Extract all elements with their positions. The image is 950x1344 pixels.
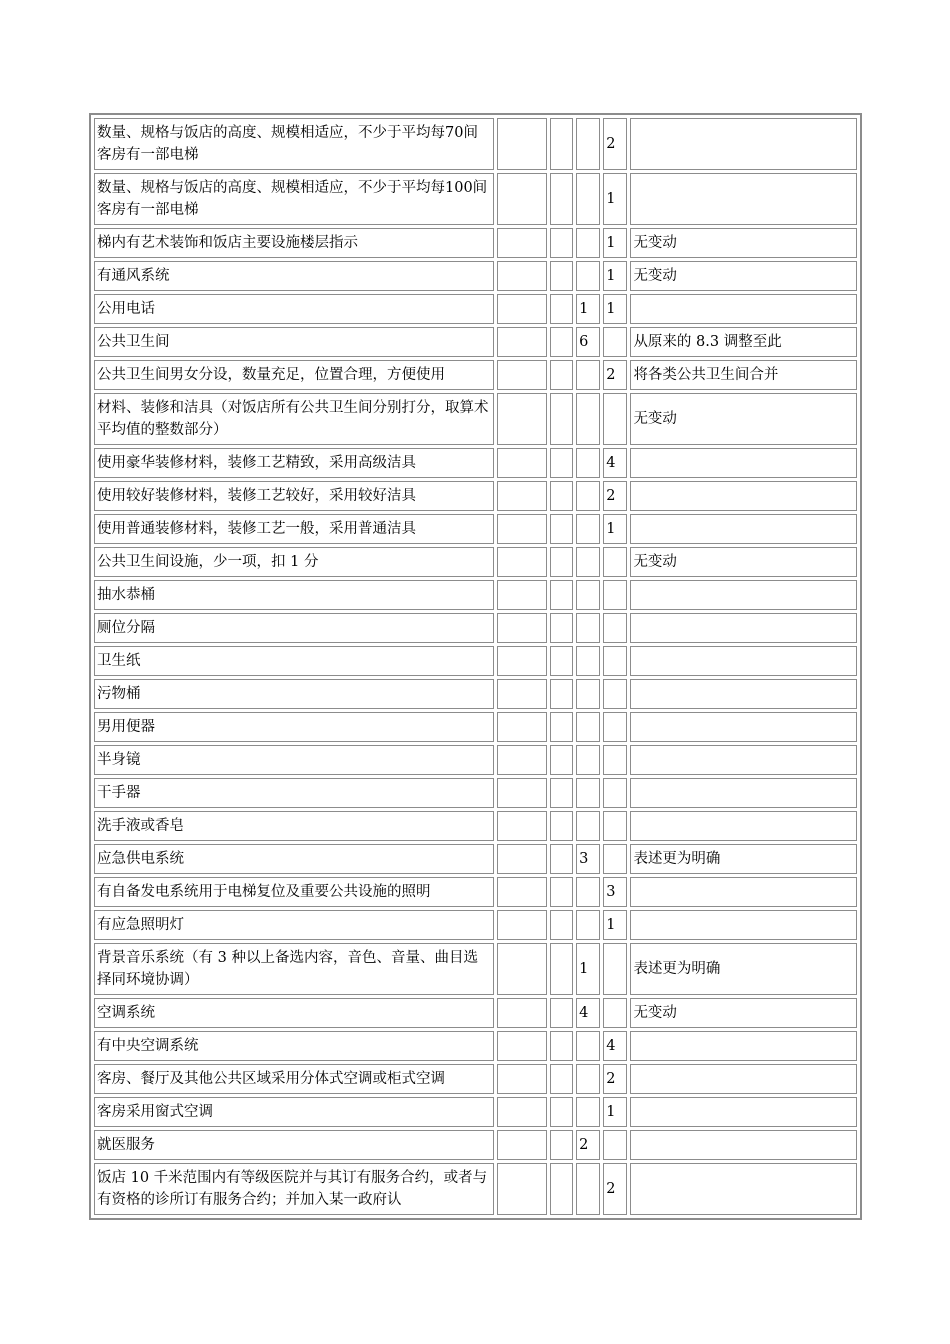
- score-cell-2: [550, 998, 573, 1028]
- table-row: [94, 679, 857, 709]
- note-cell: [630, 580, 857, 610]
- table-row: [94, 998, 857, 1028]
- table-row: [94, 294, 857, 324]
- table-row: [94, 778, 857, 808]
- score-cell-1: [497, 646, 547, 676]
- score-cell-2: [550, 360, 573, 390]
- score-cell-3: [576, 910, 600, 940]
- item-cell: 抽水恭桶: [94, 580, 494, 610]
- score-cell-3: 1: [576, 943, 600, 995]
- score-cell-4: [603, 1130, 627, 1160]
- table-row: [94, 613, 857, 643]
- table-row: [94, 943, 857, 995]
- table-row: [94, 1130, 857, 1160]
- item-cell: 就医服务: [94, 1130, 494, 1160]
- item-cell: 空调系统: [94, 998, 494, 1028]
- score-cell-3: [576, 393, 600, 445]
- table-row: [94, 514, 857, 544]
- score-cell-2: [550, 448, 573, 478]
- item-cell: 公共卫生间设施，少一项，扣 1 分: [94, 547, 494, 577]
- score-cell-4: 2: [603, 118, 627, 170]
- score-cell-1: [497, 613, 547, 643]
- table-row: [94, 173, 857, 225]
- score-cell-1: [497, 943, 547, 995]
- score-cell-2: [550, 393, 573, 445]
- note-cell: [630, 294, 857, 324]
- table-row: [94, 877, 857, 907]
- score-cell-4: 2: [603, 481, 627, 511]
- note-cell: [630, 613, 857, 643]
- score-cell-2: [550, 679, 573, 709]
- score-cell-1: [497, 261, 547, 291]
- score-cell-3: [576, 448, 600, 478]
- score-cell-3: [576, 646, 600, 676]
- score-cell-1: [497, 448, 547, 478]
- score-cell-2: [550, 547, 573, 577]
- note-cell: [630, 712, 857, 742]
- item-cell: 应急供电系统: [94, 844, 494, 874]
- item-cell: 材料、装修和洁具（对饭店所有公共卫生间分别打分，取算术平均值的整数部分）: [94, 393, 494, 445]
- score-cell-2: [550, 294, 573, 324]
- score-cell-2: [550, 613, 573, 643]
- table-row: [94, 910, 857, 940]
- score-cell-2: [550, 1097, 573, 1127]
- score-cell-1: [497, 1163, 547, 1215]
- score-cell-1: [497, 1130, 547, 1160]
- note-cell: [630, 1130, 857, 1160]
- item-cell: 公共卫生间男女分设，数量充足，位置合理，方便使用: [94, 360, 494, 390]
- score-cell-3: [576, 679, 600, 709]
- score-cell-3: [576, 745, 600, 775]
- table-row: [94, 481, 857, 511]
- score-cell-3: 1: [576, 294, 600, 324]
- score-cell-3: [576, 1031, 600, 1061]
- score-cell-2: [550, 1130, 573, 1160]
- score-cell-4: 3: [603, 877, 627, 907]
- score-cell-4: [603, 998, 627, 1028]
- score-cell-4: 1: [603, 173, 627, 225]
- score-cell-2: [550, 745, 573, 775]
- score-cell-1: [497, 228, 547, 258]
- table-row: [94, 360, 857, 390]
- score-cell-2: [550, 481, 573, 511]
- score-cell-4: [603, 712, 627, 742]
- note-cell: [630, 745, 857, 775]
- table-row: [94, 811, 857, 841]
- score-cell-4: [603, 778, 627, 808]
- table-row: [94, 448, 857, 478]
- score-cell-1: [497, 393, 547, 445]
- score-cell-2: [550, 778, 573, 808]
- score-cell-3: [576, 514, 600, 544]
- table-row: [94, 580, 857, 610]
- item-cell: 数量、规格与饭店的高度、规模相适应，不少于平均每70间客房有一部电梯: [94, 118, 494, 170]
- score-cell-3: [576, 118, 600, 170]
- item-cell: 背景音乐系统（有 3 种以上备选内容，音色、音量、曲目选择同环境协调）: [94, 943, 494, 995]
- score-cell-1: [497, 360, 547, 390]
- item-cell: 客房采用窗式空调: [94, 1097, 494, 1127]
- score-cell-3: [576, 481, 600, 511]
- score-cell-1: [497, 910, 547, 940]
- score-cell-3: 3: [576, 844, 600, 874]
- note-cell: [630, 481, 857, 511]
- score-cell-3: 6: [576, 327, 600, 357]
- score-cell-4: [603, 580, 627, 610]
- table-row: [94, 1064, 857, 1094]
- score-cell-1: [497, 1031, 547, 1061]
- table-row: [94, 712, 857, 742]
- score-cell-4: [603, 547, 627, 577]
- score-cell-4: 1: [603, 910, 627, 940]
- score-cell-3: 2: [576, 1130, 600, 1160]
- score-cell-1: [497, 1097, 547, 1127]
- score-cell-4: [603, 844, 627, 874]
- score-cell-4: 1: [603, 294, 627, 324]
- score-cell-4: [603, 646, 627, 676]
- score-cell-3: [576, 811, 600, 841]
- score-cell-1: [497, 327, 547, 357]
- score-cell-1: [497, 1064, 547, 1094]
- score-cell-2: [550, 261, 573, 291]
- item-cell: 公共卫生间: [94, 327, 494, 357]
- score-cell-1: [497, 679, 547, 709]
- note-cell: 无变动: [630, 261, 857, 291]
- note-cell: [630, 679, 857, 709]
- score-cell-2: [550, 646, 573, 676]
- note-cell: [630, 1097, 857, 1127]
- score-cell-3: [576, 1163, 600, 1215]
- score-cell-2: [550, 1163, 573, 1215]
- note-cell: [630, 877, 857, 907]
- score-cell-4: [603, 745, 627, 775]
- table-row: [94, 118, 857, 170]
- item-cell: 半身镜: [94, 745, 494, 775]
- score-cell-3: [576, 712, 600, 742]
- score-cell-2: [550, 910, 573, 940]
- note-cell: 表述更为明确: [630, 943, 857, 995]
- score-cell-4: [603, 679, 627, 709]
- score-cell-4: 2: [603, 360, 627, 390]
- note-cell: [630, 1064, 857, 1094]
- score-cell-3: [576, 613, 600, 643]
- note-cell: 无变动: [630, 998, 857, 1028]
- score-cell-4: 2: [603, 1064, 627, 1094]
- score-cell-3: [576, 360, 600, 390]
- table-row: [94, 393, 857, 445]
- item-cell: 有通风系统: [94, 261, 494, 291]
- score-cell-1: [497, 877, 547, 907]
- note-cell: [630, 811, 857, 841]
- score-cell-1: [497, 778, 547, 808]
- score-cell-3: [576, 1097, 600, 1127]
- score-cell-3: [576, 580, 600, 610]
- score-cell-3: [576, 228, 600, 258]
- item-cell: 男用便器: [94, 712, 494, 742]
- score-cell-3: 4: [576, 998, 600, 1028]
- score-cell-4: 1: [603, 228, 627, 258]
- score-cell-3: [576, 261, 600, 291]
- item-cell: 使用普通装修材料，装修工艺一般，采用普通洁具: [94, 514, 494, 544]
- note-cell: 无变动: [630, 547, 857, 577]
- item-cell: 有自备发电系统用于电梯复位及重要公共设施的照明: [94, 877, 494, 907]
- score-cell-4: [603, 393, 627, 445]
- note-cell: 从原来的 8.3 调整至此: [630, 327, 857, 357]
- score-cell-1: [497, 118, 547, 170]
- item-cell: 使用豪华装修材料，装修工艺精致，采用高级洁具: [94, 448, 494, 478]
- item-cell: 公用电话: [94, 294, 494, 324]
- score-cell-3: [576, 877, 600, 907]
- note-cell: [630, 118, 857, 170]
- score-cell-4: 2: [603, 1163, 627, 1215]
- score-cell-1: [497, 547, 547, 577]
- note-cell: [630, 910, 857, 940]
- score-cell-2: [550, 943, 573, 995]
- score-cell-4: 1: [603, 514, 627, 544]
- score-cell-1: [497, 811, 547, 841]
- score-cell-1: [497, 580, 547, 610]
- item-cell: 洗手液或香皂: [94, 811, 494, 841]
- score-cell-2: [550, 327, 573, 357]
- note-cell: 无变动: [630, 228, 857, 258]
- score-cell-4: 1: [603, 261, 627, 291]
- score-cell-2: [550, 811, 573, 841]
- score-cell-4: [603, 327, 627, 357]
- note-cell: [630, 646, 857, 676]
- item-cell: 污物桶: [94, 679, 494, 709]
- score-cell-1: [497, 998, 547, 1028]
- note-cell: [630, 1031, 857, 1061]
- item-cell: 有应急照明灯: [94, 910, 494, 940]
- score-cell-1: [497, 481, 547, 511]
- note-cell: [630, 514, 857, 544]
- note-cell: [630, 1163, 857, 1215]
- score-cell-4: [603, 613, 627, 643]
- score-cell-3: [576, 778, 600, 808]
- score-cell-1: [497, 173, 547, 225]
- score-cell-2: [550, 173, 573, 225]
- table-row: [94, 1163, 857, 1215]
- table-row: [94, 844, 857, 874]
- item-cell: 使用较好装修材料，装修工艺较好，采用较好洁具: [94, 481, 494, 511]
- table-row: [94, 646, 857, 676]
- item-cell: 有中央空调系统: [94, 1031, 494, 1061]
- note-cell: 将各类公共卫生间合并: [630, 360, 857, 390]
- table-row: [94, 261, 857, 291]
- score-cell-4: 4: [603, 1031, 627, 1061]
- score-cell-1: [497, 745, 547, 775]
- score-cell-2: [550, 877, 573, 907]
- table-row: [94, 228, 857, 258]
- score-cell-3: [576, 1064, 600, 1094]
- score-cell-3: [576, 173, 600, 225]
- note-cell: [630, 173, 857, 225]
- standards-table: [89, 113, 862, 1220]
- note-cell: [630, 448, 857, 478]
- score-cell-2: [550, 1064, 573, 1094]
- table-row: [94, 745, 857, 775]
- score-cell-1: [497, 844, 547, 874]
- table-row: [94, 547, 857, 577]
- item-cell: 干手器: [94, 778, 494, 808]
- item-cell: 卫生纸: [94, 646, 494, 676]
- item-cell: 数量、规格与饭店的高度、规模相适应，不少于平均每100间客房有一部电梯: [94, 173, 494, 225]
- table-row: [94, 327, 857, 357]
- score-cell-2: [550, 514, 573, 544]
- score-cell-4: 4: [603, 448, 627, 478]
- score-cell-2: [550, 228, 573, 258]
- score-cell-1: [497, 712, 547, 742]
- table-body: [94, 118, 857, 1215]
- table-row: [94, 1031, 857, 1061]
- item-cell: 客房、餐厅及其他公共区域采用分体式空调或柜式空调: [94, 1064, 494, 1094]
- score-cell-4: [603, 943, 627, 995]
- table-row: [94, 1097, 857, 1127]
- score-cell-4: [603, 811, 627, 841]
- score-cell-2: [550, 118, 573, 170]
- score-cell-3: [576, 547, 600, 577]
- note-cell: 无变动: [630, 393, 857, 445]
- score-cell-4: 1: [603, 1097, 627, 1127]
- item-cell: 梯内有艺术装饰和饭店主要设施楼层指示: [94, 228, 494, 258]
- note-cell: [630, 778, 857, 808]
- item-cell: 厕位分隔: [94, 613, 494, 643]
- score-cell-2: [550, 1031, 573, 1061]
- score-cell-1: [497, 294, 547, 324]
- score-cell-1: [497, 514, 547, 544]
- item-cell: 饭店 10 千米范围内有等级医院并与其订有服务合约，或者与有资格的诊所订有服务合约；并加入某一政府认: [94, 1163, 494, 1215]
- note-cell: 表述更为明确: [630, 844, 857, 874]
- score-cell-2: [550, 844, 573, 874]
- score-cell-2: [550, 712, 573, 742]
- score-cell-2: [550, 580, 573, 610]
